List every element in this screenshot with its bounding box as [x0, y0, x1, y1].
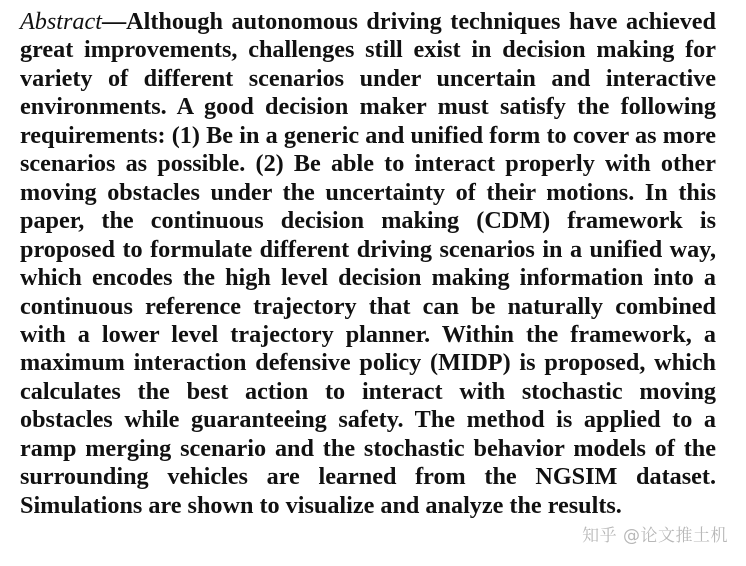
- paper-page: [20, 8, 716, 520]
- abstract-dash: —: [101, 8, 127, 35]
- abstract-text: Although autonomous driving techniques have achieved great improvements, challenges still exist in decision making for variety of different scenarios under uncertain and interactive environments. A good decision maker must satisfy the following requirements: (1) Be in a generic and unified form to cover as more scenarios as possible. (2) Be able to interact properly with other moving obstacles under the uncertainty of their motions. In this paper, the continuous decision making (CDM) framework is proposed to formulate different driving scenarios in a unified way, which encodes the high level decision making information into a continuous reference trajectory that can be naturally combined with a lower level trajectory planner. Within the framework, a maximum interaction defensive policy (MIDP) is proposed, which calculates the best action to interact with stochastic moving obstacles while guaranteeing safety. The method is applied to a ramp merging scenario and the stochastic behavior models of the surrounding vehicles are learned from the NGSIM dataset. Simulations are shown to visualize and analyze the results.: [20, 8, 716, 519]
- zhihu-watermark: 知乎 @论文推土机: [582, 526, 728, 546]
- abstract-paragraph: [20, 8, 716, 520]
- abstract-label: Abstract: [20, 8, 102, 35]
